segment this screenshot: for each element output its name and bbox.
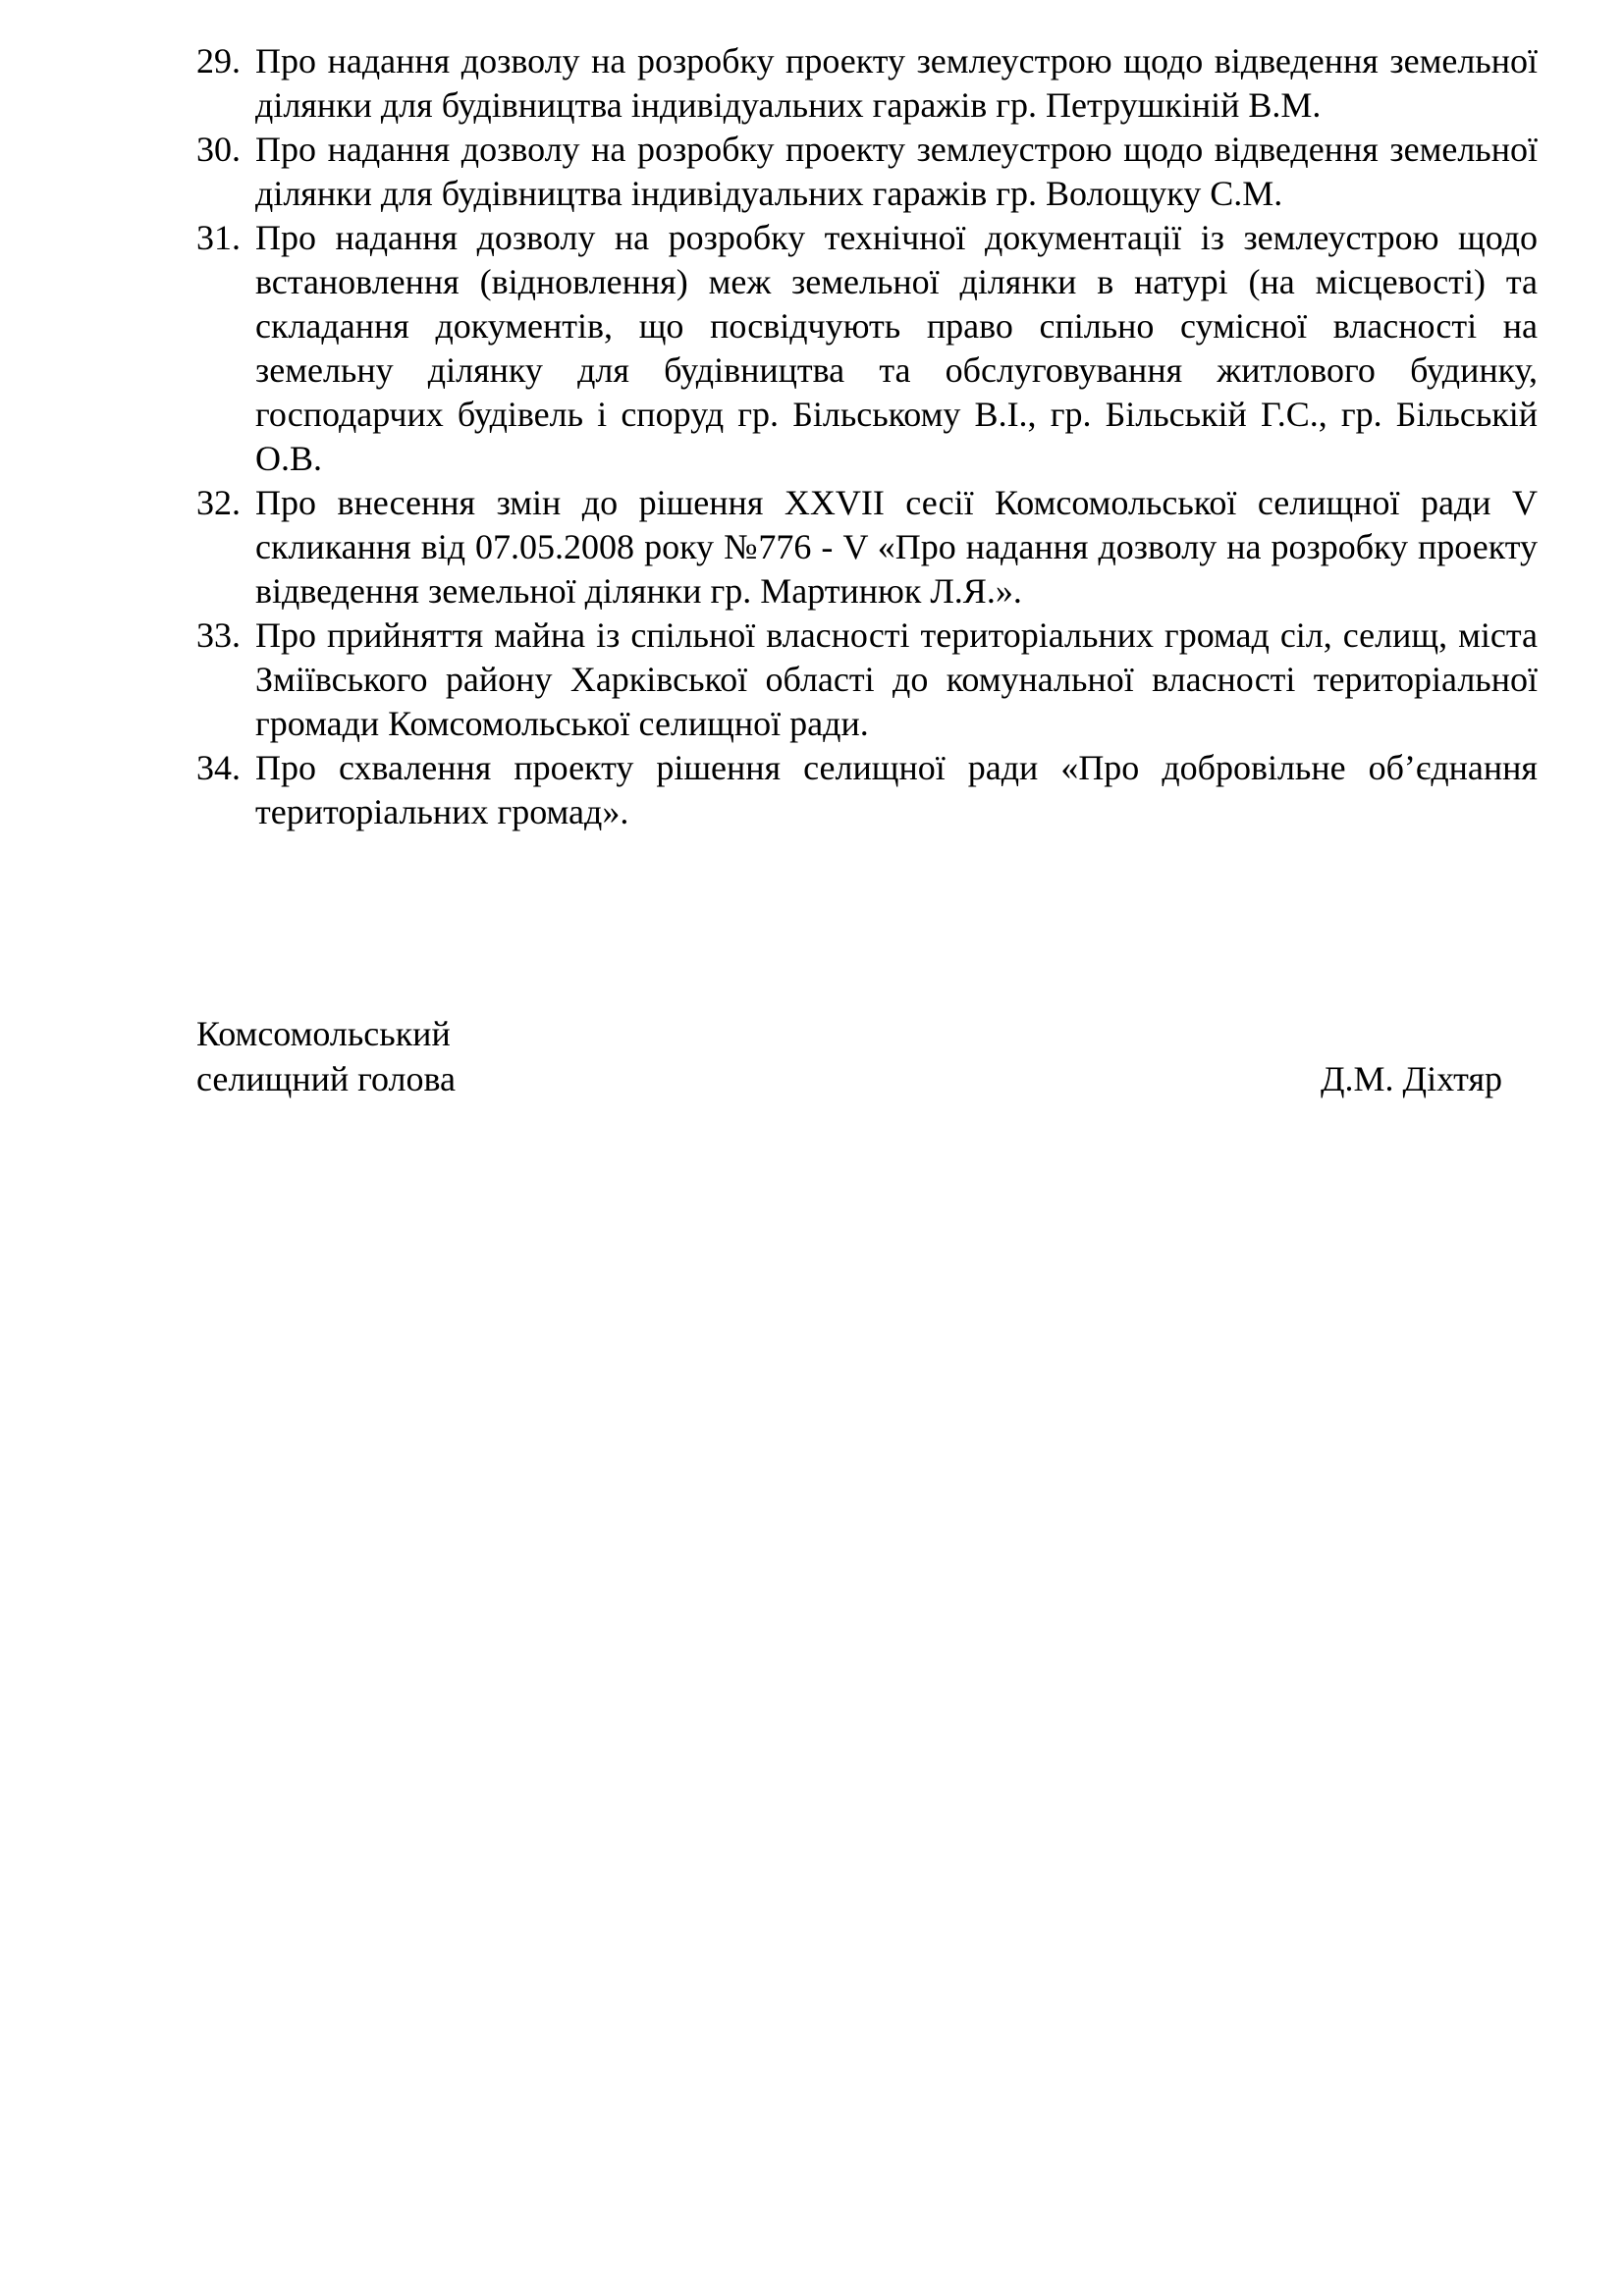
agenda-item-text: Про надання дозволу на розробку технічної документації із землеустрою щодо встановлення (відновлення) меж земельної ділянки в натурі (на місцевості) та складання документів, що посвідчують право спільно сумісної власності на земельну ділянку для будівництва та обслуговування житлового будинку, господарчих будівель і споруд гр. Більському В.І., гр. Більській Г.С., гр. Більській О.В. bbox=[255, 218, 1538, 478]
agenda-item-34 bbox=[196, 746, 1538, 834]
signatory-position-line2: селищний голова bbox=[196, 1059, 457, 1098]
agenda-item-31 bbox=[196, 216, 1538, 481]
agenda-item-text: Про схвалення проекту рішення селищної ради «Про добровільне об’єднання територіальних громад». bbox=[255, 748, 1538, 831]
agenda-item-number: 29. bbox=[196, 41, 241, 80]
agenda-item-text: Про надання дозволу на розробку проекту землеустрою щодо відведення земельної ділянки для будівництва індивідуальних гаражів гр. Волощуку С.М. bbox=[255, 130, 1538, 213]
agenda-item-33 bbox=[196, 614, 1538, 746]
agenda-item-32 bbox=[196, 481, 1538, 614]
agenda-item-30 bbox=[196, 128, 1538, 216]
signatory-position-line1: Комсомольський bbox=[196, 1014, 451, 1053]
agenda-item-number: 34. bbox=[196, 748, 241, 787]
agenda-item-number: 30. bbox=[196, 130, 241, 169]
agenda-item-29 bbox=[196, 39, 1538, 128]
agenda-list bbox=[196, 39, 1538, 834]
signatory-name: Д.М. Діхтяр bbox=[1320, 1059, 1502, 1098]
agenda-item-text: Про прийняття майна із спільної власності територіальних громад сіл, селищ, міста Зміївського району Харківської області до комунальної власності територіальної громади Комсомольської селищної ради. bbox=[255, 615, 1538, 743]
agenda-item-number: 33. bbox=[196, 615, 241, 655]
agenda-item-number: 32. bbox=[196, 483, 241, 522]
signatory-position bbox=[196, 1011, 456, 1101]
agenda-item-number: 31. bbox=[196, 218, 241, 257]
agenda-item-text: Про внесення змін до рішення XXVII сесії Комсомольської селищної ради V скликання від 07.05.2008 року №776 - V «Про надання дозволу на розробку проекту відведення земельної ділянки гр. Мартинюк Л.Я.». bbox=[255, 483, 1538, 611]
agenda-item-text: Про надання дозволу на розробку проекту землеустрою щодо відведення земельної ділянки для будівництва індивідуальних гаражів гр. Петрушкіній В.М. bbox=[255, 41, 1538, 125]
